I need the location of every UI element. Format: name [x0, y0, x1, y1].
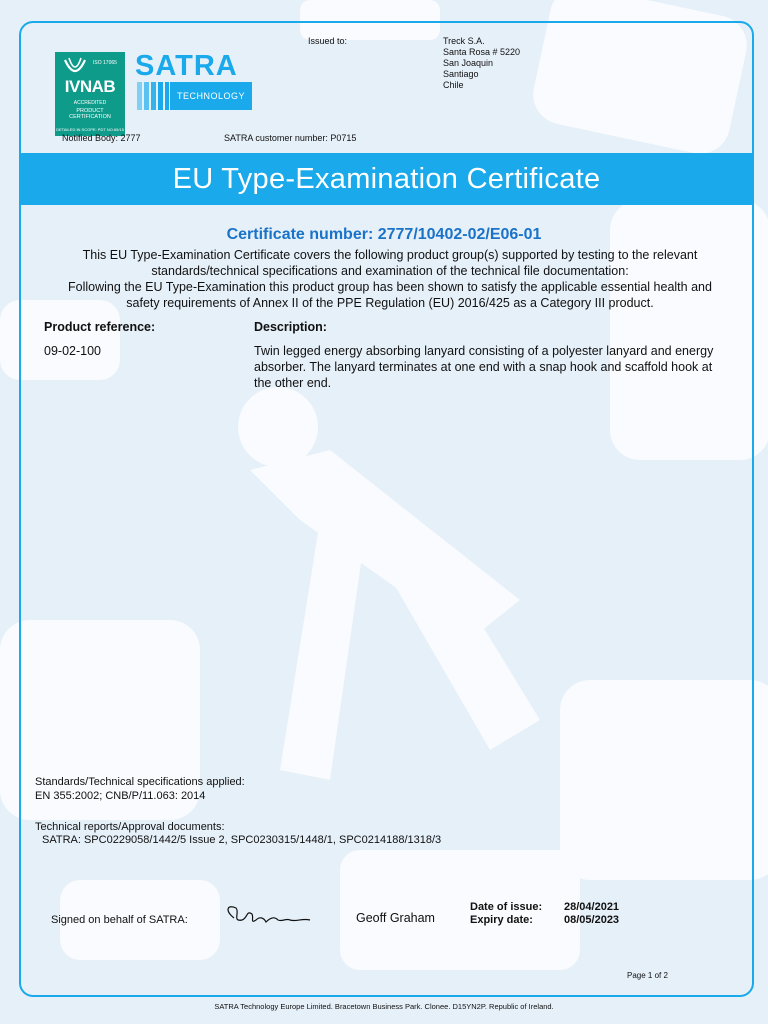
satra-bars-icon	[137, 82, 169, 110]
expiry-date-label: Expiry date:	[470, 914, 533, 926]
intro-line: safety requirements of Annex II of the PPE Regulation (EU) 2016/425 as a Category III product.	[126, 296, 654, 310]
page-title: EU Type-Examination Certificate	[19, 153, 754, 205]
standards-value: EN 355:2002; CNB/P/11.063: 2014	[35, 790, 206, 802]
satra-technology: TECHNOLOGY	[170, 82, 252, 110]
ivnab-wordmark: IVNAB	[64, 77, 116, 96]
date-of-issue-value: 28/04/2021	[564, 901, 620, 913]
address-line: Treck S.A.	[443, 36, 485, 46]
address-line: Santa Rosa # 5220	[443, 47, 521, 57]
reports-value: SATRA: SPC0229058/1442/5 Issue 2, SPC0230315/1448/1, SPC0214188/1318/3	[42, 834, 442, 846]
satra-wordmark: SATRA	[135, 50, 238, 82]
description-label: Description:	[254, 320, 327, 334]
description-line: absorber. The lanyard terminates at one end with a snap hook and scaffold hook at	[254, 360, 713, 374]
date-of-issue-label: Date of issue:	[470, 901, 543, 913]
intro-line: Following the EU Type-Examination this product group has been shown to satisfy the applicable essential health and	[68, 280, 712, 294]
signatory-name: Geoff Graham	[356, 911, 435, 925]
footer-address: SATRA Technology Europe Limited. Bracetown Business Park. Clonee. D15YN2P. Republic of Ireland.	[214, 1002, 554, 1011]
intro-line: This EU Type-Examination Certificate covers the following product group(s) supported by testing to the relevant	[82, 248, 698, 262]
expiry-date-value: 08/05/2023	[564, 914, 620, 926]
ivnab-tagline: DETAILED IN SCOPE: PDT NO.65/15	[56, 127, 124, 132]
intro-line: standards/technical specifications and examination of the technical file documentation:	[151, 264, 629, 278]
customer-number: SATRA customer number: P0715	[224, 133, 357, 143]
product-reference-value: 09-02-100	[44, 344, 101, 358]
description-line: the other end.	[254, 376, 332, 390]
issued-to-label: Issued to:	[308, 36, 348, 46]
page-number: Page 1 of 2	[627, 971, 668, 980]
ivnab-accredited: ACCREDITED	[73, 100, 107, 106]
issued-to-address	[443, 36, 520, 91]
description-line: Twin legged energy absorbing lanyard consisting of a polyester lanyard and energy	[254, 344, 714, 358]
address-line: Santiago	[443, 69, 479, 79]
certificate-number: Certificate number: 2777/10402-02/E06-01	[226, 226, 542, 243]
signature-image	[220, 900, 315, 934]
address-line: Chile	[443, 80, 464, 90]
ivnab-product-cert: PRODUCT CERTIFICATION	[69, 108, 111, 120]
signed-label: Signed on behalf of SATRA:	[51, 914, 188, 926]
standards-label: Standards/Technical specifications applied:	[35, 776, 245, 788]
product-reference-label: Product reference:	[44, 320, 156, 334]
notified-body: Notified Body: 2777	[62, 133, 141, 143]
ivnab-logo	[55, 52, 125, 136]
ivnab-iso: ISO 17065	[93, 60, 117, 66]
intro-text	[40, 247, 740, 311]
address-line: San Joaquin	[443, 58, 494, 68]
reports-label: Technical reports/Approval documents:	[35, 821, 225, 833]
description-value	[254, 343, 744, 391]
